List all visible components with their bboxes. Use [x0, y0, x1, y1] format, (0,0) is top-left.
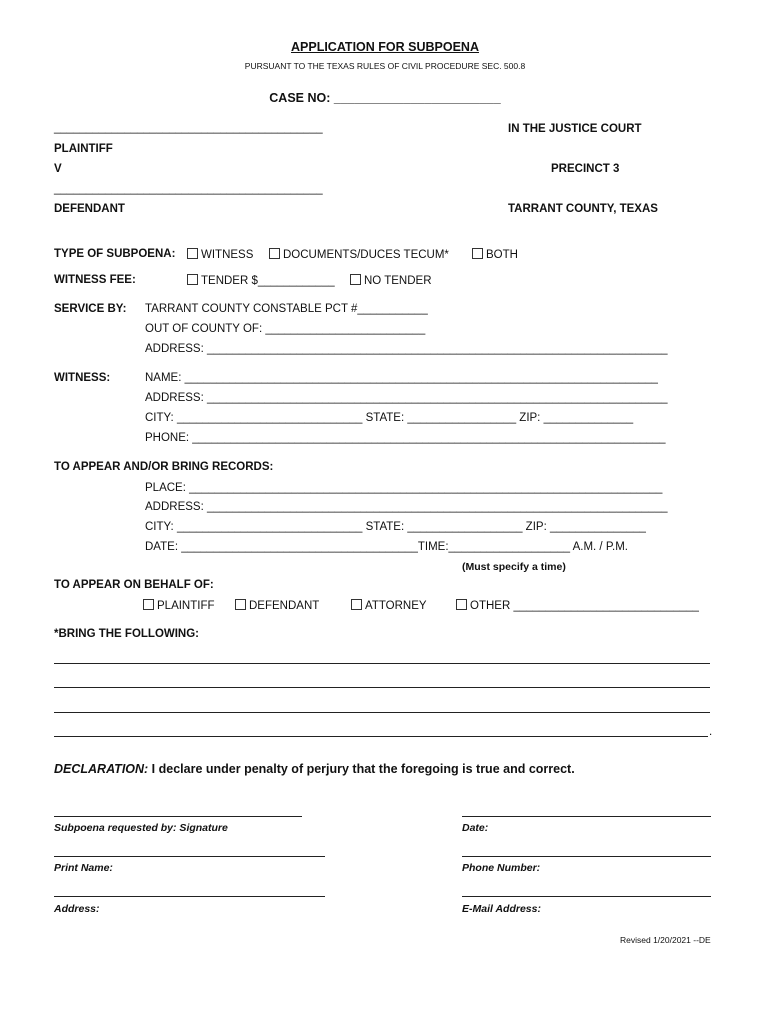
bring-line-1[interactable] — [54, 663, 710, 664]
behalf-plaintiff[interactable] — [143, 599, 215, 612]
appear-address-field[interactable]: ADDRESS: ________________________________________________________________________ — [145, 501, 668, 513]
court-label: IN THE JUSTICE COURT — [508, 123, 642, 135]
service-by-label: SERVICE BY: — [54, 303, 127, 315]
checkbox-icon[interactable] — [269, 248, 280, 259]
phone-number-label: Phone Number: — [462, 862, 541, 874]
plaintiff-label: PLAINTIFF — [54, 143, 113, 155]
address-line[interactable] — [54, 896, 325, 897]
service-constable-field[interactable]: TARRANT COUNTY CONSTABLE PCT #___________ — [145, 303, 428, 315]
witness-name-field[interactable]: NAME: __________________________________________________________________________ — [145, 372, 658, 384]
behalf-plaintiff-label: PLAINTIFF — [157, 600, 215, 612]
email-line[interactable] — [462, 896, 711, 897]
witness-fee-label: WITNESS FEE: — [54, 274, 136, 286]
behalf-defendant[interactable] — [235, 599, 319, 612]
appear-label: TO APPEAR AND/OR BRING RECORDS: — [54, 461, 274, 473]
address-label: Address: — [54, 903, 100, 915]
print-name-label: Print Name: — [54, 862, 113, 874]
email-label: E-Mail Address: — [462, 903, 541, 915]
witness-fee-tender[interactable] — [187, 274, 335, 287]
checkbox-icon[interactable] — [235, 599, 246, 610]
subpoena-type-documents[interactable] — [269, 248, 449, 261]
precinct-label: PRECINCT 3 — [551, 163, 620, 175]
checkbox-icon[interactable] — [143, 599, 154, 610]
bring-end-mark: . — [709, 726, 713, 738]
declaration-text: I declare under penalty of perjury that the foregoing is true and correct. — [148, 762, 575, 776]
form-title: APPLICATION FOR SUBPOENA — [291, 40, 479, 54]
form-subtitle: PURSUANT TO THE TEXAS RULES OF CIVIL PROCEDURE SEC. 500.8 — [244, 61, 526, 71]
witness-address-field[interactable]: ADDRESS: ________________________________________________________________________ — [145, 392, 668, 404]
subpoena-type-documents-label: DOCUMENTS/DUCES TECUM* — [283, 249, 449, 261]
service-out-of-county-field[interactable]: OUT OF COUNTY OF: _________________________ — [145, 323, 426, 335]
subpoena-type-witness-label: WITNESS — [201, 249, 254, 261]
subpoena-type-both[interactable] — [472, 248, 518, 261]
bring-line-4[interactable] — [54, 736, 708, 737]
checkbox-icon[interactable] — [187, 274, 198, 285]
declaration — [54, 762, 575, 776]
checkbox-icon[interactable] — [456, 599, 467, 610]
print-name-line[interactable] — [54, 856, 325, 857]
appear-date-time-field[interactable]: DATE: _____________________________________TIME:___________________ A.M. / P.M. — [145, 541, 628, 553]
defendant-line[interactable]: __________________________________________ — [54, 183, 323, 195]
witness-phone-field[interactable]: PHONE: __________________________________________________________________________ — [145, 432, 666, 444]
behalf-attorney[interactable] — [351, 599, 427, 612]
case-number-field[interactable]: CASE NO: ________________________ — [269, 91, 501, 105]
bring-line-2[interactable] — [54, 687, 710, 688]
defendant-label: DEFENDANT — [54, 203, 125, 215]
bring-line-3[interactable] — [54, 712, 710, 713]
county-label: TARRANT COUNTY, TEXAS — [508, 203, 658, 215]
signature-line[interactable] — [54, 816, 302, 817]
witness-fee-no-tender-label: NO TENDER — [364, 275, 432, 287]
signature-label: Subpoena requested by: Signature — [54, 822, 228, 834]
time-note: (Must specify a time) — [462, 561, 566, 573]
subpoena-type-both-label: BOTH — [486, 249, 518, 261]
behalf-label: TO APPEAR ON BEHALF OF: — [54, 579, 214, 591]
witness-city-state-zip-field[interactable]: CITY: _____________________________ STATE: _________________ ZIP: ______________ — [145, 412, 634, 424]
date-line[interactable] — [462, 816, 711, 817]
witness-fee-no-tender[interactable] — [350, 274, 432, 287]
appear-city-state-zip-field[interactable]: CITY: _____________________________ STATE: __________________ ZIP: _______________ — [145, 521, 646, 533]
subpoena-type-label: TYPE OF SUBPOENA: — [54, 248, 176, 260]
declaration-label: DECLARATION: — [54, 762, 149, 776]
checkbox-icon[interactable] — [472, 248, 483, 259]
behalf-attorney-label: ATTORNEY — [365, 600, 427, 612]
plaintiff-line[interactable]: __________________________________________ — [54, 122, 323, 134]
witness-fee-tender-label: TENDER $____________ — [201, 275, 335, 287]
appear-place-field[interactable]: PLACE: __________________________________________________________________________ — [145, 482, 663, 494]
behalf-defendant-label: DEFENDANT — [249, 600, 320, 612]
behalf-other-label: OTHER _____________________________ — [470, 600, 699, 612]
versus-label: V — [54, 163, 62, 175]
date-label: Date: — [462, 822, 489, 834]
checkbox-icon[interactable] — [187, 248, 198, 259]
subpoena-type-witness[interactable] — [187, 248, 253, 261]
phone-number-line[interactable] — [462, 856, 711, 857]
revision-note: Revised 1/20/2021 --DE — [620, 935, 711, 945]
checkbox-icon[interactable] — [350, 274, 361, 285]
witness-label: WITNESS: — [54, 372, 111, 384]
bring-label: *BRING THE FOLLOWING: — [54, 628, 200, 640]
checkbox-icon[interactable] — [351, 599, 362, 610]
service-address-field[interactable]: ADDRESS: ________________________________________________________________________ — [145, 343, 668, 355]
behalf-other[interactable] — [456, 599, 699, 612]
